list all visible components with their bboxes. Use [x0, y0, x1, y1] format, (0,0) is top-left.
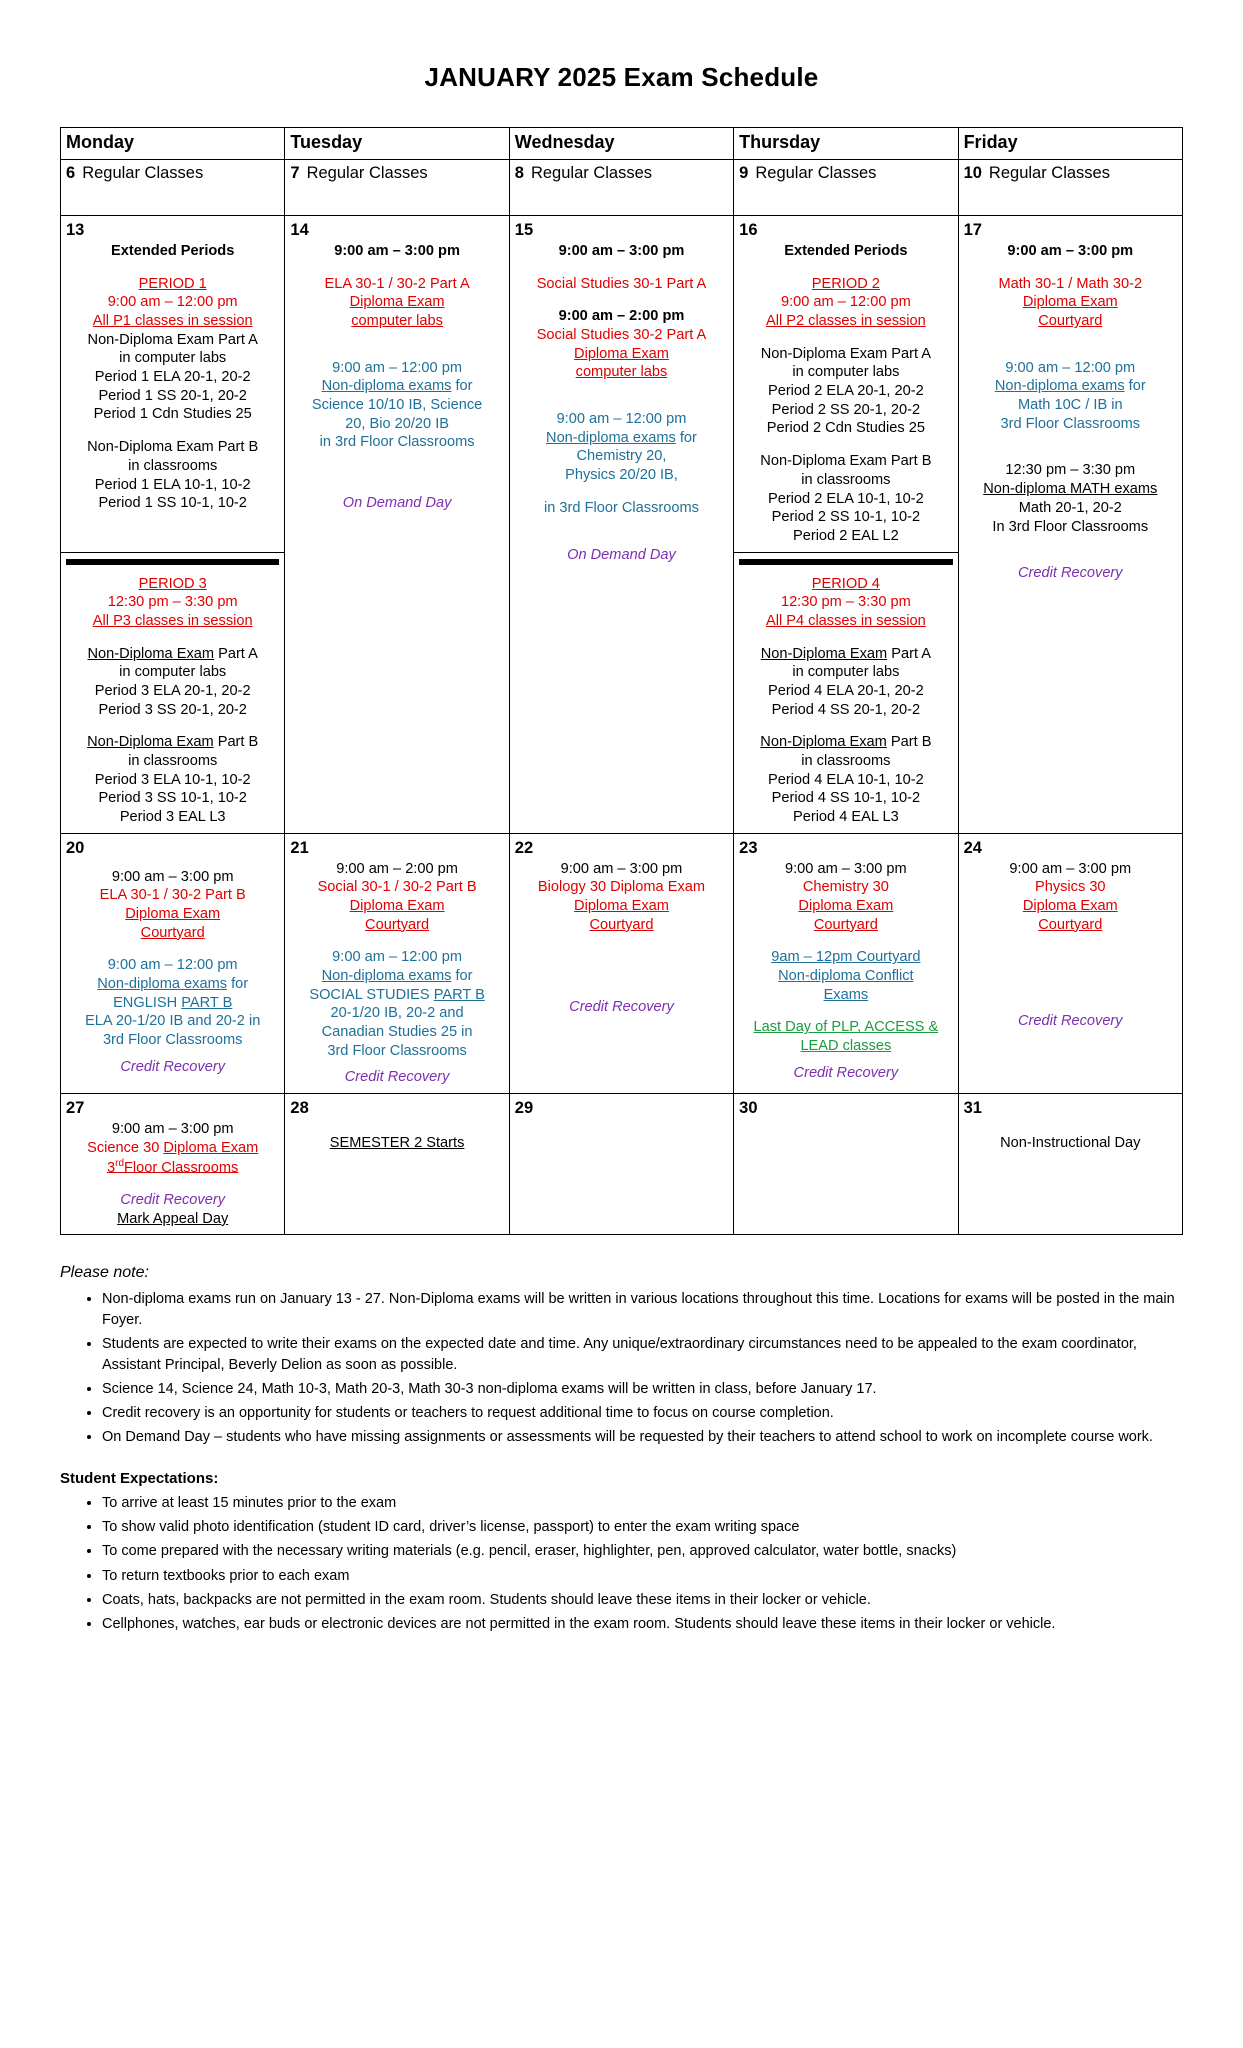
day-cell-21 [285, 833, 509, 1094]
diploma-exam-label: Diploma Exam [798, 898, 894, 915]
part-b-course-2: Period 1 SS 10-1, 10-2 [98, 495, 247, 512]
exam-time: 9:00 am – 3:00 pm [558, 243, 685, 260]
part-a-location: in computer labs [792, 664, 900, 681]
part-b-location: in classrooms [128, 457, 218, 474]
day-content [515, 860, 728, 1017]
part-a-heading: Non-Diploma Exam [87, 645, 215, 662]
day-content [290, 1120, 503, 1153]
period-2-time: 9:00 am – 12:00 pm [780, 294, 911, 311]
part-b-heading-rest: Part B [213, 734, 259, 751]
diploma-exam-location: Courtyard [140, 924, 205, 941]
diploma-exam-subject: Science 30 [87, 1139, 164, 1156]
exam-time: 9:00 am – 3:00 pm [111, 868, 234, 885]
day-cell-23 [734, 833, 958, 1094]
day-header-monday: Monday [61, 128, 285, 160]
last-day-classes-1: Last Day of PLP, ACCESS & [753, 1019, 939, 1036]
diploma-exam-name-b: Social Studies 30-2 Part A [536, 327, 707, 344]
part-b-location: in classrooms [128, 752, 218, 769]
part-a-location: in computer labs [119, 350, 227, 367]
nondiploma-location: 3rd Floor Classrooms [102, 1032, 243, 1049]
day-header-friday: Friday [958, 128, 1182, 160]
nondiploma-time: 9:00 am – 12:00 pm [1005, 359, 1136, 376]
math-exam-time: 12:30 pm – 3:30 pm [1005, 462, 1136, 479]
diploma-exam-name: Math 30-1 / Math 30-2 [998, 275, 1143, 292]
day-number: 31 [963, 1099, 982, 1118]
nondiploma-location: in 3rd Floor Classrooms [544, 499, 699, 516]
diploma-exam-label: Diploma Exam [1022, 898, 1118, 915]
day-content [290, 860, 503, 1087]
part-b-course-1: Period 4 ELA 10-1, 10-2 [767, 771, 924, 788]
diploma-exam-label: Diploma Exam [349, 294, 445, 311]
diploma-exam-label: Diploma Exam [163, 1139, 259, 1156]
day-cell-31 [958, 1094, 1182, 1235]
day-cell-8 [509, 160, 733, 216]
part-b-location: in classrooms [801, 471, 891, 488]
part-a-course-1: Period 1 ELA 20-1, 20-2 [94, 369, 251, 386]
part-b-course-1: Period 2 ELA 10-1, 10-2 [767, 490, 924, 507]
day-cell-13-afternoon [61, 552, 285, 833]
part-a-heading: Non-Diploma Exam [760, 645, 888, 662]
period-4-time: 12:30 pm – 3:30 pm [780, 594, 911, 611]
day-header-thursday: Thursday [734, 128, 958, 160]
part-a-course-2: Period 3 SS 20-1, 20-2 [98, 701, 247, 718]
exam-time: 9:00 am – 3:00 pm [1009, 860, 1132, 877]
diploma-exam-floor: 3 [107, 1159, 116, 1176]
nondiploma-label: Non-diploma exams [321, 378, 452, 395]
period-4-title: PERIOD 4 [811, 575, 880, 592]
diploma-exam-location: Courtyard [589, 916, 654, 933]
part-a-heading-rest: Part A [214, 645, 258, 662]
nondiploma-label: Non-diploma exams [994, 378, 1125, 395]
period-3-session: All P3 classes in session [92, 612, 253, 629]
calendar-header-row [61, 128, 1183, 160]
ordinal-suffix: rd [115, 1157, 124, 1169]
day-cell-28 [285, 1094, 509, 1235]
day-content [964, 242, 1177, 583]
day-content [739, 242, 952, 545]
section-divider [66, 559, 279, 565]
day-number: 6 [66, 164, 76, 182]
conflict-exam-label-1: Non-diploma Conflict [778, 968, 914, 985]
note-item: • On Demand Day – students who have missing assignments or assessments will be requested by their teachers to attend school to work on incomplete course work. [102, 1427, 1183, 1448]
period-2-session: All P2 classes in session [765, 313, 926, 330]
nondiploma-label: Non-diploma exams [97, 976, 228, 993]
note-item: • Credit recovery is an opportunity for students or teachers to request additional time to focus on course completion. [102, 1403, 1183, 1424]
part-b-course-3: Period 2 EAL L2 [792, 527, 899, 544]
nondiploma-part: PART B [433, 986, 485, 1003]
diploma-exam-name: Biology 30 Diploma Exam [537, 879, 706, 896]
day-label: Regular Classes [988, 164, 1110, 182]
diploma-exam-location: Courtyard [365, 916, 430, 933]
nondiploma-location: in 3rd Floor Classrooms [319, 434, 475, 451]
expectation-item: • To arrive at least 15 minutes prior to the exam [102, 1493, 1183, 1514]
part-b-course-1: Period 3 ELA 10-1, 10-2 [94, 771, 251, 788]
nondiploma-courses-1: 20-1/20 IB, 20-2 and [330, 1005, 464, 1022]
day-content [739, 860, 952, 1083]
conflict-exam-location: Courtyard [852, 949, 921, 966]
expectation-item: • To come prepared with the necessary writing materials (e.g. pencil, eraser, highlighter, pen, approved calculator, water bottle, snacks) [102, 1541, 1183, 1562]
day-number: 29 [514, 1099, 534, 1118]
part-b-location: in classrooms [801, 752, 891, 769]
part-b-course-3: Period 3 EAL L3 [119, 808, 226, 825]
part-b-heading: Non-Diploma Exam [87, 734, 214, 751]
nondiploma-courses: ELA 20-1/20 IB and 20-2 in [85, 1013, 261, 1030]
note-item: • Science 14, Science 24, Math 10-3, Math 20-3, Math 30-3 non-diploma exams will be written in class, before January 17. [102, 1379, 1183, 1400]
diploma-exam-name: Physics 30 [1034, 879, 1106, 896]
part-a-heading: Non-Diploma Exam Part A [760, 345, 932, 362]
day-cell-27 [61, 1094, 285, 1235]
diploma-exam-label: Diploma Exam [349, 898, 445, 915]
credit-recovery: Credit Recovery [120, 1058, 225, 1075]
nondiploma-time: 9:00 am – 12:00 pm [556, 411, 687, 428]
day-cell-30 [734, 1094, 958, 1235]
diploma-exam-name-a: Social Studies 30-1 Part A [536, 275, 707, 292]
extended-periods-heading: Extended Periods [784, 243, 908, 260]
nondiploma-courses-2: 20, Bio 20/20 IB [345, 415, 450, 432]
exam-time: 9:00 am – 3:00 pm [785, 860, 907, 877]
note-item: • Non-diploma exams run on January 13 - 27. Non-Diploma exams will be written in various locations throughout this time. Locations for exams will be posted in the main Foyer. [102, 1289, 1183, 1331]
day-content [66, 860, 279, 1077]
nondiploma-location: 3rd Floor Classrooms [1000, 415, 1141, 432]
day-label: Regular Classes [755, 164, 877, 182]
day-cell-13 [61, 216, 285, 553]
period-3-time: 12:30 pm – 3:30 pm [107, 594, 238, 611]
diploma-exam-location: computer labs [575, 364, 668, 381]
day-cell-9 [734, 160, 958, 216]
day-number: 20 [66, 838, 85, 857]
day-number: 13 [66, 221, 85, 239]
exam-time: 9:00 am – 3:00 pm [111, 1121, 234, 1138]
mark-appeal-day: Mark Appeal Day [117, 1210, 229, 1227]
part-a-course-3: Period 1 Cdn Studies 25 [93, 406, 252, 423]
expectation-item: • Coats, hats, backpacks are not permitted in the exam room. Students should leave these items in their locker or vehicle. [102, 1590, 1183, 1611]
on-demand-day: On Demand Day [342, 495, 452, 512]
day-label: Regular Classes [530, 164, 653, 182]
day-cell-17 [958, 216, 1182, 834]
nondiploma-label: Non-diploma exams [321, 968, 452, 985]
day-cell-24 [958, 833, 1182, 1094]
period-4-session: All P4 classes in session [765, 612, 926, 629]
day-number: 16 [739, 221, 758, 239]
day-label: Regular Classes [306, 164, 428, 182]
day-content [964, 860, 1177, 1031]
credit-recovery: Credit Recovery [120, 1192, 225, 1209]
part-a-course-2: Period 1 SS 20-1, 20-2 [98, 387, 247, 404]
expectation-item: • To show valid photo identification (student ID card, driver’s license, passport) to enter the exam writing space [102, 1517, 1183, 1538]
diploma-exam-label: Diploma Exam [1022, 294, 1118, 311]
part-a-course-1: Period 3 ELA 20-1, 20-2 [94, 682, 251, 699]
nondiploma-location: 3rd Floor Classrooms [327, 1042, 467, 1059]
exam-time: 9:00 am – 2:00 pm [336, 860, 458, 877]
credit-recovery: Credit Recovery [1017, 565, 1123, 582]
nondiploma-label-rest: for [227, 976, 249, 993]
part-a-course-1: Period 2 ELA 20-1, 20-2 [767, 383, 924, 400]
diploma-exam-label: Diploma Exam [574, 345, 669, 362]
day-number: 14 [290, 221, 309, 239]
day-label: Regular Classes [82, 164, 204, 182]
note-item: • Students are expected to write their exams on the expected date and time. Any unique/extraordinary circumstances need to be appealed to the exam coordinator, Assistant Principal, Beverly Delion as soon as possible. [102, 1334, 1183, 1376]
nondiploma-courses-1: Science 10/10 IB, Science [311, 397, 483, 414]
nondiploma-label: Non-diploma exams [546, 429, 676, 446]
expectations-title: Student Expectations: [60, 1469, 219, 1487]
day-content [66, 567, 279, 827]
nondiploma-label-rest: for [1124, 378, 1146, 395]
last-day-classes-2: LEAD classes [800, 1038, 892, 1055]
day-number: 7 [290, 164, 300, 182]
day-number: 9 [739, 164, 749, 182]
day-cell-10 [958, 160, 1182, 216]
expectation-item: • Cellphones, watches, ear buds or electronic devices are not permitted in the exam room. Students should leave these items in their locker or vehicle. [102, 1614, 1183, 1635]
conflict-exam-time: 9am – 12pm [771, 949, 853, 966]
diploma-exam-location: Courtyard [813, 916, 878, 933]
day-content [739, 567, 952, 827]
part-b-heading: Non-Diploma Exam [760, 734, 887, 751]
nondiploma-part: PART B [181, 994, 233, 1011]
day-cell-20 [61, 833, 285, 1094]
diploma-exam-name: ELA 30-1 / 30-2 Part A [324, 275, 470, 292]
day-cell-16-afternoon [734, 552, 958, 833]
expectations-list [78, 1493, 1183, 1634]
section-divider [739, 559, 952, 565]
part-b-course-2: Period 3 SS 10-1, 10-2 [98, 790, 247, 807]
nondiploma-label-rest: for [675, 429, 697, 446]
day-cell-6 [61, 160, 285, 216]
notes-title: Please note: [60, 1264, 149, 1282]
day-number: 27 [66, 1099, 85, 1118]
diploma-exam-location: Courtyard [1038, 916, 1103, 933]
nondiploma-time: 9:00 am – 12:00 pm [332, 359, 462, 376]
part-a-course-1: Period 4 ELA 20-1, 20-2 [767, 682, 924, 699]
math-exam-label: Non-diploma MATH exams [983, 481, 1158, 498]
part-a-location: in computer labs [792, 364, 900, 381]
part-a-heading-rest: Part A [887, 645, 932, 662]
conflict-exam-label-2: Exams [823, 986, 869, 1003]
nondiploma-subject: SOCIAL STUDIES [309, 986, 434, 1003]
nondiploma-courses-1: Chemistry 20, [576, 448, 667, 465]
credit-recovery: Credit Recovery [793, 1064, 899, 1081]
day-cell-16 [734, 216, 958, 553]
math-exam-location: In 3rd Floor Classrooms [992, 518, 1149, 535]
diploma-exam-name: ELA 30-1 / 30-2 Part B [99, 887, 246, 904]
part-a-location: in computer labs [119, 664, 227, 681]
period-1-time: 9:00 am – 12:00 pm [107, 294, 238, 311]
day-content [515, 242, 728, 564]
period-3-title: PERIOD 3 [138, 575, 207, 592]
credit-recovery: Credit Recovery [344, 1069, 450, 1086]
expectation-item: • To return textbooks prior to each exam [102, 1566, 1183, 1587]
day-header-tuesday: Tuesday [285, 128, 509, 160]
period-1-session: All P1 classes in session [92, 313, 253, 330]
day-cell-22 [509, 833, 733, 1094]
diploma-exam-label: Diploma Exam [574, 898, 669, 915]
nondiploma-time: 9:00 am – 12:00 pm [332, 949, 462, 966]
diploma-exam-name: Chemistry 30 [802, 879, 889, 896]
part-b-course-2: Period 2 SS 10-1, 10-2 [771, 509, 921, 526]
day-number: 8 [514, 164, 524, 182]
day-cell-15 [509, 216, 733, 834]
part-b-heading: Non-Diploma Exam Part B [87, 439, 259, 456]
notes-section [60, 1261, 1183, 1634]
calendar-week-2 [61, 216, 1183, 553]
math-exam-courses: Math 20-1, 20-2 [1018, 499, 1122, 516]
part-a-course-2: Period 4 SS 20-1, 20-2 [771, 701, 921, 718]
day-number: 28 [290, 1099, 309, 1118]
period-2-title: PERIOD 2 [811, 275, 880, 292]
nondiploma-time: 9:00 am – 12:00 pm [107, 957, 238, 974]
diploma-exam-location: Floor Classrooms [123, 1159, 239, 1176]
day-number: 30 [739, 1099, 758, 1118]
exam-time-2: 9:00 am – 2:00 pm [558, 308, 685, 325]
day-number: 17 [963, 221, 982, 239]
day-number: 22 [514, 838, 534, 857]
notes-list [78, 1289, 1183, 1448]
day-cell-14 [285, 216, 509, 834]
credit-recovery: Credit Recovery [1017, 1013, 1123, 1030]
nondiploma-courses-2: Canadian Studies 25 in [321, 1024, 473, 1041]
nondiploma-courses-1: Math 10C / IB in [1017, 397, 1123, 414]
part-b-heading: Non-Diploma Exam Part B [760, 453, 932, 470]
calendar-week-3 [61, 833, 1183, 1094]
diploma-exam-location: computer labs [351, 313, 443, 330]
part-b-course-2: Period 4 SS 10-1, 10-2 [771, 790, 921, 807]
exam-time: 9:00 am – 3:00 pm [334, 243, 460, 260]
day-number: 23 [739, 838, 758, 857]
credit-recovery: Credit Recovery [569, 999, 674, 1016]
day-content [66, 1120, 279, 1228]
nondiploma-label-rest: for [451, 968, 473, 985]
part-b-course-3: Period 4 EAL L3 [792, 808, 899, 825]
extended-periods-heading: Extended Periods [111, 243, 235, 260]
nondiploma-subject: ENGLISH [113, 994, 182, 1011]
day-number: 15 [514, 221, 534, 239]
day-cell-7 [285, 160, 509, 216]
on-demand-day: On Demand Day [567, 546, 676, 563]
exam-time: 9:00 am – 3:00 pm [560, 860, 683, 877]
day-content [66, 242, 279, 513]
part-a-course-3: Period 2 Cdn Studies 25 [766, 420, 925, 437]
day-content [290, 242, 503, 513]
calendar-week-1 [61, 160, 1183, 216]
day-cell-29 [509, 1094, 733, 1235]
part-a-course-2: Period 2 SS 20-1, 20-2 [771, 401, 921, 418]
day-number: 10 [963, 164, 982, 182]
nondiploma-courses-2: Physics 20/20 IB, [565, 467, 678, 484]
period-1-title: PERIOD 1 [138, 275, 207, 292]
day-number: 21 [290, 838, 309, 857]
day-number: 24 [963, 838, 982, 857]
part-b-course-1: Period 1 ELA 10-1, 10-2 [94, 476, 251, 493]
part-a-heading: Non-Diploma Exam Part A [87, 331, 258, 348]
diploma-exam-location: Courtyard [1038, 313, 1103, 330]
exam-calendar-table [60, 127, 1183, 1235]
exam-time: 9:00 am – 3:00 pm [1007, 243, 1134, 260]
calendar-week-4 [61, 1094, 1183, 1235]
page-title: JANUARY 2025 Exam Schedule [424, 62, 819, 92]
day-header-wednesday: Wednesday [509, 128, 733, 160]
semester-2-starts: SEMESTER 2 Starts [329, 1135, 465, 1152]
part-b-heading-rest: Part B [886, 734, 932, 751]
diploma-exam-label: Diploma Exam [125, 906, 221, 923]
nondiploma-label-rest: for [451, 378, 473, 395]
diploma-exam-name: Social 30-1 / 30-2 Part B [317, 879, 477, 896]
non-instructional-day: Non-Instructional Day [1000, 1135, 1141, 1152]
day-content [964, 1120, 1177, 1153]
